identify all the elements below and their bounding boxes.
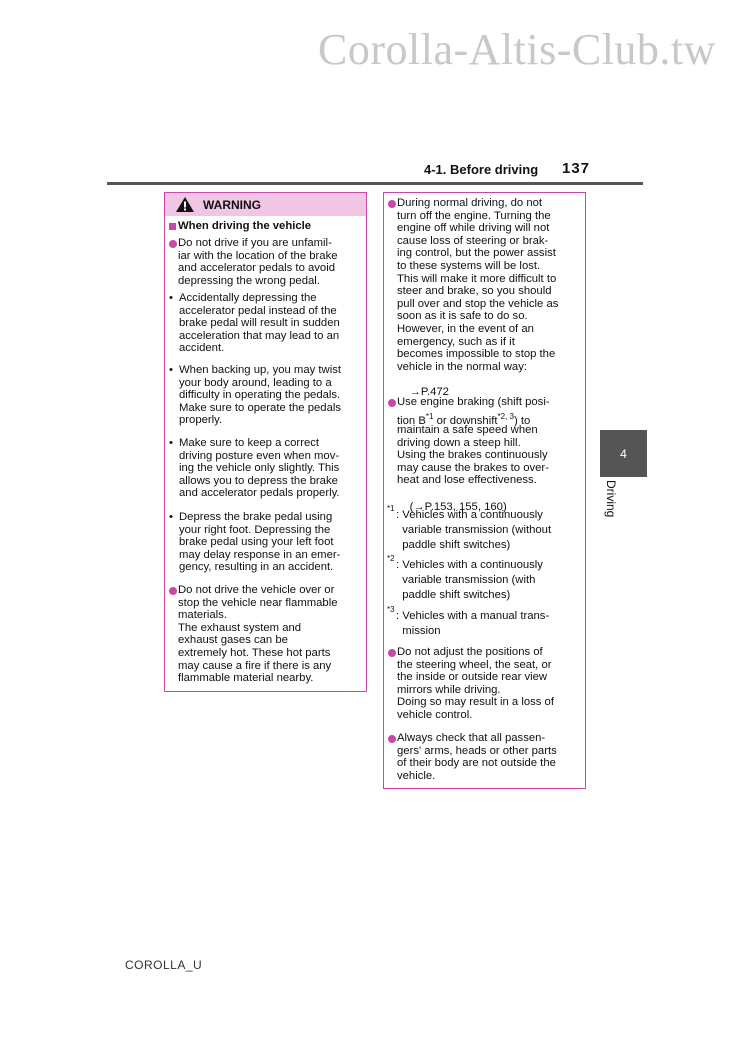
paragraph: maintain a safe speed when driving down a steep hill. Using the brakes continuously may cause the brakes to over- heat and lose effectiveness. [397,424,549,487]
paragraph: Do not drive the vehicle over or stop the vehicle near flammable materials. The exhaust system and exhaust gases can be extremely hot. These hot parts may cause a fire if there is any flammable material nearby. [178,584,338,685]
footnote-mark: *2 [387,554,395,563]
bullet-icon [388,649,396,657]
paragraph: Always check that all passen- gers' arms, heads or other parts of their body are not outside the vehicle. [397,732,557,782]
header-rule [107,182,643,185]
paragraph: Depress the brake pedal using your right foot. Depressing the brake pedal using your left foot may delay response in an emer- gency, resulting in an accident. [179,511,341,574]
paragraph: Make sure to keep a correct driving posture even when mov- ing the vehicle only slightly. This allows you to depress the brake and accelerator pedals properly. [179,437,340,500]
bullet-icon [388,200,396,208]
paragraph: Do not drive if you are unfamil- iar with the location of the brake and accelerator pedals to avoid depressing the wrong pedal. [178,237,338,287]
dot-bullet-icon: • [169,511,173,523]
warning-heading: When driving the vehicle [178,220,312,232]
chapter-tab[interactable] [600,430,647,477]
watermark: Corolla-Altis-Club.tw [318,25,716,74]
arrow-right-icon: → [409,385,421,398]
bullet-icon [169,587,177,595]
dot-bullet-icon: • [169,292,173,304]
page-number: 137 [562,160,591,177]
reference-link[interactable]: P.153, 155, 160) [424,500,507,513]
reference-link[interactable]: P.472 [420,385,449,398]
footnote: : Vehicles with a manual trans- mission [396,610,550,637]
dot-bullet-icon: • [169,364,173,376]
footnote-mark: *1 [387,504,395,513]
square-bullet-icon [169,223,176,230]
paragraph: When backing up, you may twist your body around, leading to a difficulty in operating the pedals. Make sure to operate the pedals properly. [179,364,342,427]
warning-header [165,193,366,216]
warning-triangle-icon [175,196,195,213]
paragraph-line: tion $B^{*1}$ or downshift$^{*2, 3}$) to [397,412,531,427]
section-title: 4-1. Before driving [424,162,539,177]
bullet-icon [388,735,396,743]
warning-box [164,192,367,692]
warning-label: WARNING [203,197,261,212]
bullet-icon [388,399,396,407]
chapter-label: Driving [604,480,618,518]
footnote: : Vehicles with a continuously variable transmission (without paddle shift switches) [396,509,552,551]
warning-box-continued [383,192,586,789]
footnote: : Vehicles with a continuously variable transmission (with paddle shift switches) [396,559,543,601]
chapter-number: 4 [620,446,627,461]
page-reference: (→P.153, 155, 160) [409,500,507,513]
paragraph: During normal driving, do not turn off the engine. Turning the engine off while driving will not cause loss of steering or brak- ing control, but the power assist to these systems will be lost. This will make it more difficult to steer and brake, so you should pull over and stop the vehicle as soon as it is safe to do so. However, in the event of an emergency, such as if it becomes impossible to stop the vehicle in the normal way: [397,197,559,373]
paragraph: Accidentally depressing the accelerator pedal instead of the brake pedal will result in sudden acceleration that may lead to an accident. [179,292,340,355]
arrow-right-icon: → [413,500,425,513]
paragraph: Do not adjust the positions of the steering wheel, the seat, or the inside or outside rear view mirrors while driving. Doing so may result in a loss of vehicle control. [397,646,554,721]
bullet-icon [169,240,177,248]
footer-code: COROLLA_U [125,958,203,972]
paragraph: Use engine braking (shift posi- [397,396,550,408]
dot-bullet-icon: • [169,437,173,449]
footnote-mark: *3 [387,605,395,614]
